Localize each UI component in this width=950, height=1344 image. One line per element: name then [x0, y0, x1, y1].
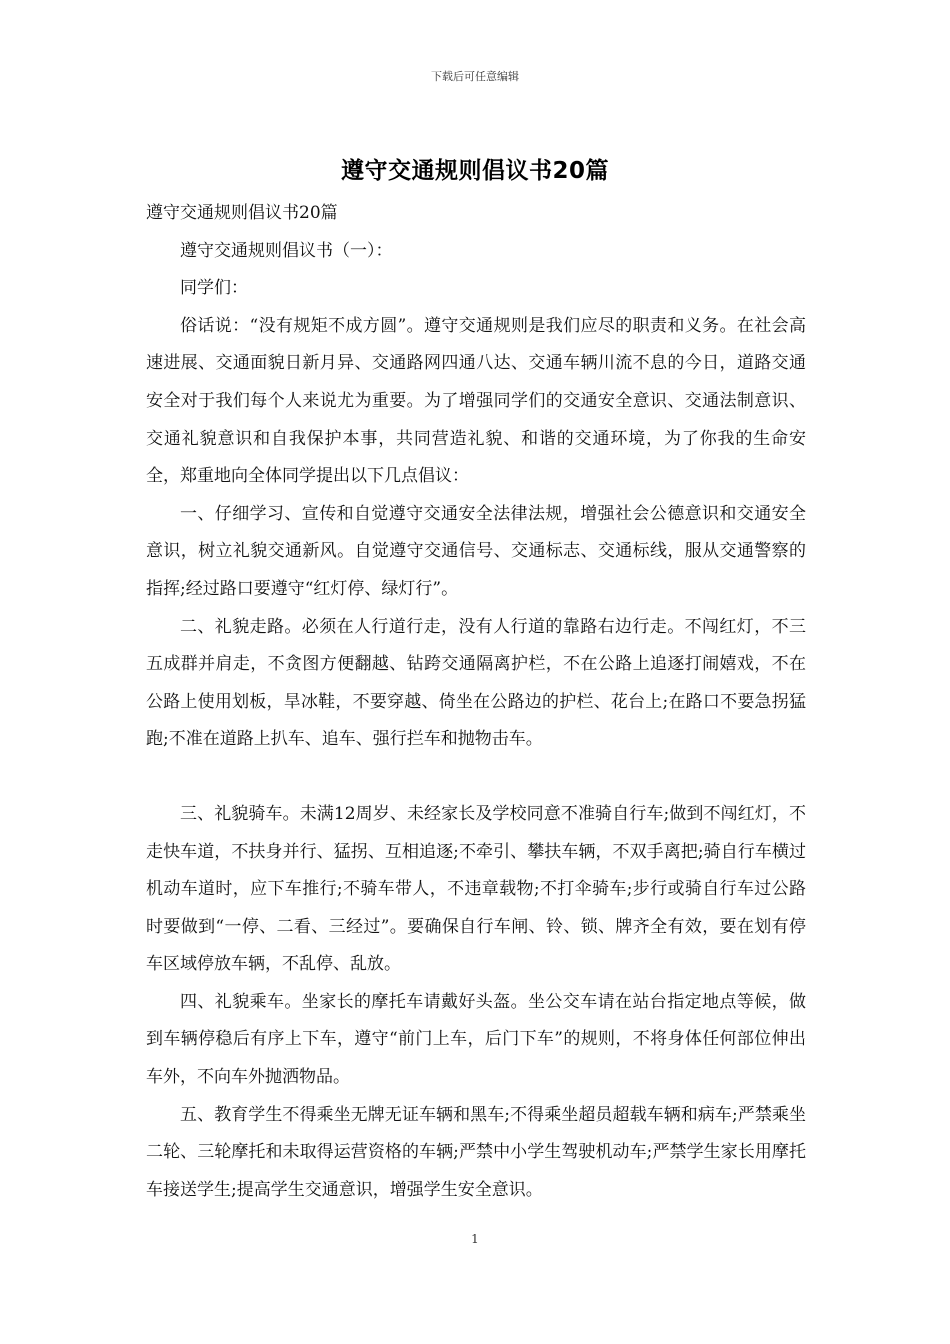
paragraph-point-3: 三、礼貌骑车。未满12周岁、未经家长及学校同意不准骑自行车;做到不闯红灯，不走快车道，不扶身并行、猛拐、互相追逐;不牵引、攀扶车辆，不双手离把;骑自行车横过机动车道时，应下车推行;不骑车带人，不违章载物;不打伞骑车;步行或骑自行车过公路时要做到“一停、二看、三经过”。要确保自行车闸、铃、锁、牌齐全有效，要在划有停车区域停放车辆，不乱停、乱放。 — [146, 803, 806, 975]
paragraph-intro: 俗话说：“没有规矩不成方圆”。遵守交通规则是我们应尽的职责和义务。在社会高速进展、交通面貌日新月异、交通路网四通八达、交通车辆川流不息的今日，道路交通安全对于我们每个人来说尤为重要。为了增强同学们的交通安全意识、交通法制意识、交通礼貌意识和自我保护本事，共同营造礼貌、和谐的交通环境，为了你我的生命安全，郑重地向全体同学提出以下几点倡议： — [146, 315, 806, 487]
document-title: 遵守交通规则倡议书20篇 — [340, 158, 609, 184]
salutation: 同学们： — [180, 278, 248, 299]
paragraph-point-2: 二、礼貌走路。必须在人行道行走，没有人行道的靠路右边行走。不闯红灯，不三五成群并肩走，不贪图方便翻越、钻跨交通隔离护栏，不在公路上追逐打闹嬉戏，不在公路上使用划板，旱冰鞋，不要穿越、倚坐在公路边的护栏、花台上;在路口不要急拐猛跑;不准在道路上扒车、追车、强行拦车和抛物击车。 — [146, 616, 806, 750]
page-header-note: 下载后可任意编辑 — [431, 70, 519, 83]
section-heading: 遵守交通规则倡议书（一）： — [180, 240, 393, 261]
paragraph-point-5: 五、教育学生不得乘坐无牌无证车辆和黑车;不得乘坐超员超载车辆和病车;严禁乘坐二轮、三轮摩托和未取得运营资格的车辆;严禁中小学生驾驶机动车;严禁学生家长用摩托车接送学生;提高学生交通意识，增强学生安全意识。 — [146, 1104, 806, 1200]
document-body — [146, 195, 806, 1209]
page-number: 1 — [471, 1232, 479, 1246]
paragraph-point-4: 四、礼貌乘车。坐家长的摩托车请戴好头盔。坐公交车请在站台指定地点等候，做到车辆停稳后有序上下车，遵守“前门上车，后门下车”的规则，不将身体任何部位伸出车外，不向车外抛洒物品。 — [146, 991, 806, 1088]
paragraph-point-1: 一、仔细学习、宣传和自觉遵守交通安全法律法规，增强社会公德意识和交通安全意识，树立礼貌交通新风。自觉遵守交通信号、交通标志、交通标线，服从交通警察的指挥;经过路口要遵守“红灯停、绿灯行”。 — [146, 503, 806, 599]
document-subtitle: 遵守交通规则倡议书20篇 — [146, 203, 338, 223]
